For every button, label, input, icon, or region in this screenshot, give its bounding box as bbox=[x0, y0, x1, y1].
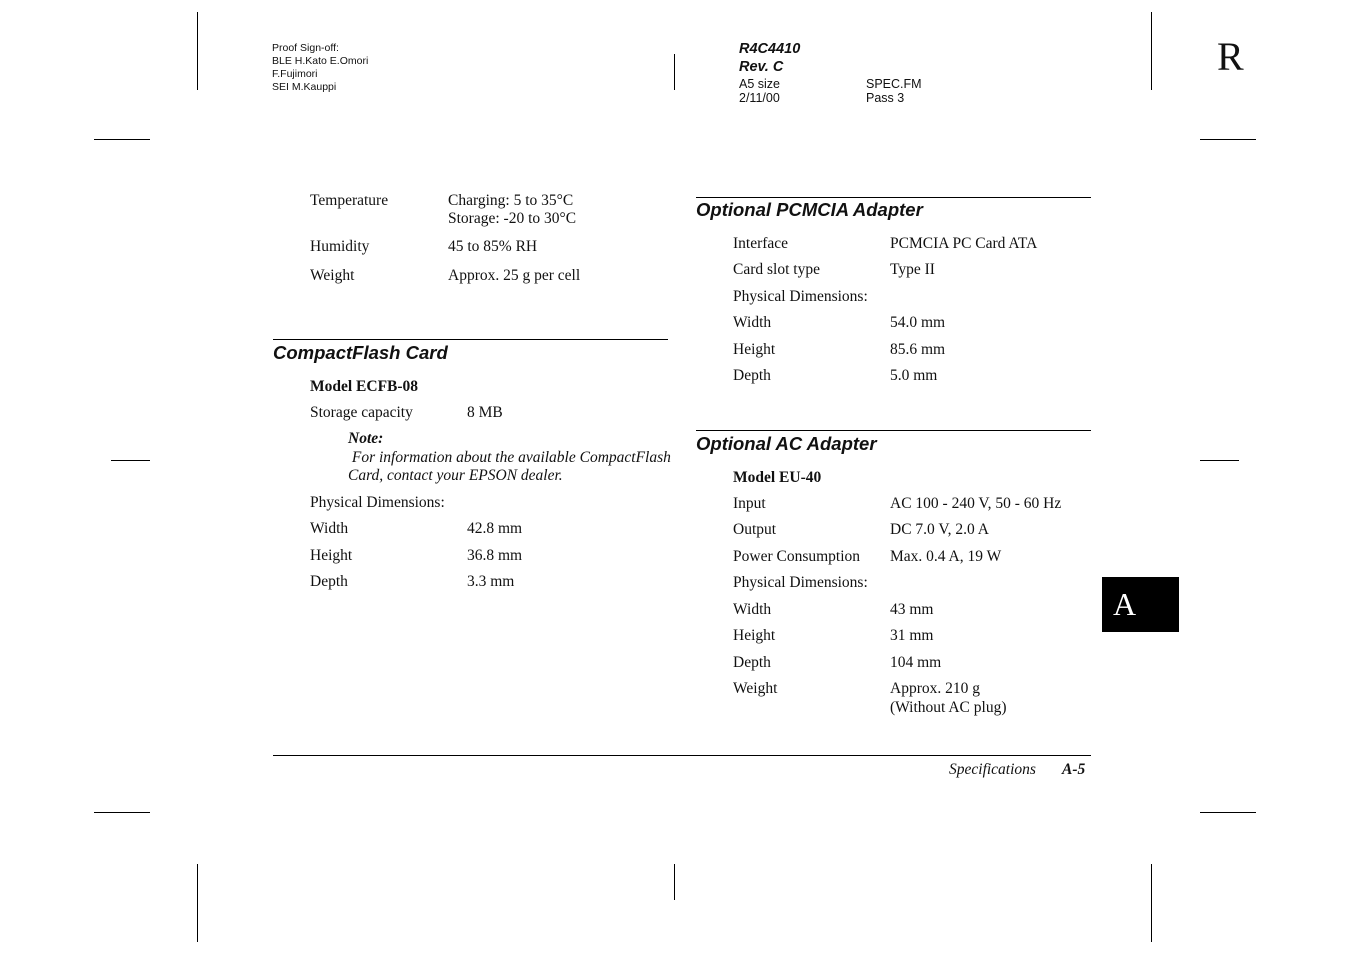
spec-label: Physical Dimensions: bbox=[733, 574, 868, 591]
proof-line: SEI M.Kauppi bbox=[272, 81, 337, 93]
spec-value: PCMCIA PC Card ATA bbox=[890, 235, 1038, 252]
crop-mark bbox=[1151, 12, 1152, 90]
spec-label: Storage capacity bbox=[310, 404, 413, 421]
spec-value: 42.8 mm bbox=[467, 520, 523, 537]
note-text: For information about the available CompactFlash bbox=[348, 449, 671, 466]
proof-line: BLE H.Kato E.Omori bbox=[272, 55, 369, 67]
spec-label: Weight bbox=[310, 267, 355, 284]
doc-file: SPEC.FM bbox=[866, 77, 922, 91]
section-heading-pcmcia: Optional PCMCIA Adapter bbox=[696, 199, 923, 220]
spec-value: 45 to 85% RH bbox=[448, 238, 538, 255]
spec-value: Approx. 210 g bbox=[890, 680, 980, 697]
crop-mark bbox=[111, 460, 150, 461]
crop-mark bbox=[94, 139, 150, 140]
section-heading-ac-adapter: Optional AC Adapter bbox=[696, 433, 877, 454]
footer-rule bbox=[273, 755, 1091, 756]
spec-label: Width bbox=[733, 601, 772, 618]
doc-code: R4C4410 bbox=[739, 41, 801, 57]
spec-value: 43 mm bbox=[890, 601, 934, 618]
spec-value: AC 100 - 240 V, 50 - 60 Hz bbox=[890, 495, 1062, 512]
spec-label: Physical Dimensions: bbox=[733, 288, 868, 305]
proof-line: F.Fujimori bbox=[272, 68, 318, 80]
spec-label: Height bbox=[310, 547, 353, 564]
spec-label: Width bbox=[733, 314, 772, 331]
crop-mark bbox=[1200, 139, 1256, 140]
spec-label: Output bbox=[733, 521, 777, 538]
spec-label: Temperature bbox=[310, 192, 389, 209]
crop-mark bbox=[674, 864, 675, 900]
spec-value: Max. 0.4 A, 19 W bbox=[890, 548, 1002, 565]
spec-label: Power Consumption bbox=[733, 548, 861, 565]
spec-value: Approx. 25 g per cell bbox=[448, 267, 581, 284]
crop-mark bbox=[674, 54, 675, 90]
spec-value: 104 mm bbox=[890, 654, 942, 671]
spec-label: Weight bbox=[733, 680, 778, 697]
spec-value: DC 7.0 V, 2.0 A bbox=[890, 521, 989, 538]
spec-label: Humidity bbox=[310, 238, 370, 255]
section-heading-compactflash: CompactFlash Card bbox=[273, 342, 448, 363]
doc-revision: Rev. C bbox=[739, 59, 784, 75]
section-rule bbox=[273, 339, 668, 340]
spec-value: 3.3 mm bbox=[467, 573, 515, 590]
doc-size: A5 size bbox=[739, 77, 780, 91]
model-name: Model ECFB-08 bbox=[310, 378, 419, 395]
spec-label: Width bbox=[310, 520, 349, 537]
spec-label: Depth bbox=[733, 654, 771, 671]
crop-mark bbox=[1200, 460, 1239, 461]
section-rule bbox=[696, 430, 1091, 431]
note-text: Card, contact your EPSON dealer. bbox=[348, 467, 563, 484]
spec-label: Depth bbox=[310, 573, 348, 590]
crop-mark bbox=[197, 12, 198, 90]
spec-value: 54.0 mm bbox=[890, 314, 946, 331]
doc-date: 2/11/00 bbox=[739, 91, 780, 105]
proof-line: Proof Sign-off: bbox=[272, 42, 339, 54]
spec-value: 36.8 mm bbox=[467, 547, 523, 564]
spec-label: Depth bbox=[733, 367, 771, 384]
crop-mark bbox=[94, 812, 150, 813]
spec-label: Height bbox=[733, 627, 776, 644]
section-tab: A bbox=[1102, 577, 1179, 632]
note-title: Note: bbox=[348, 430, 384, 447]
spec-value: Storage: -20 to 30°C bbox=[448, 210, 577, 227]
proof-signoff bbox=[272, 42, 368, 94]
section-rule bbox=[696, 197, 1091, 198]
crop-mark bbox=[1151, 864, 1152, 942]
spec-value: (Without AC plug) bbox=[890, 699, 1007, 716]
spec-value: 85.6 mm bbox=[890, 341, 946, 358]
margin-letter: R bbox=[1217, 34, 1244, 79]
spec-value: 5.0 mm bbox=[890, 367, 938, 384]
spec-value: 8 MB bbox=[467, 404, 503, 421]
crop-mark bbox=[1200, 812, 1256, 813]
page-number: A-5 bbox=[1062, 761, 1086, 778]
model-name: Model EU-40 bbox=[733, 469, 822, 486]
spec-value: 31 mm bbox=[890, 627, 934, 644]
spec-value: Type II bbox=[890, 261, 935, 278]
spec-label: Card slot type bbox=[733, 261, 820, 278]
spec-value: Charging: 5 to 35°C bbox=[448, 192, 574, 209]
crop-mark bbox=[197, 864, 198, 942]
spec-label: Height bbox=[733, 341, 776, 358]
footer-section-name: Specifications bbox=[949, 761, 1036, 778]
spec-label: Interface bbox=[733, 235, 789, 252]
spec-label: Physical Dimensions: bbox=[310, 494, 445, 511]
spec-label: Input bbox=[733, 495, 766, 512]
doc-pass: Pass 3 bbox=[866, 91, 905, 105]
